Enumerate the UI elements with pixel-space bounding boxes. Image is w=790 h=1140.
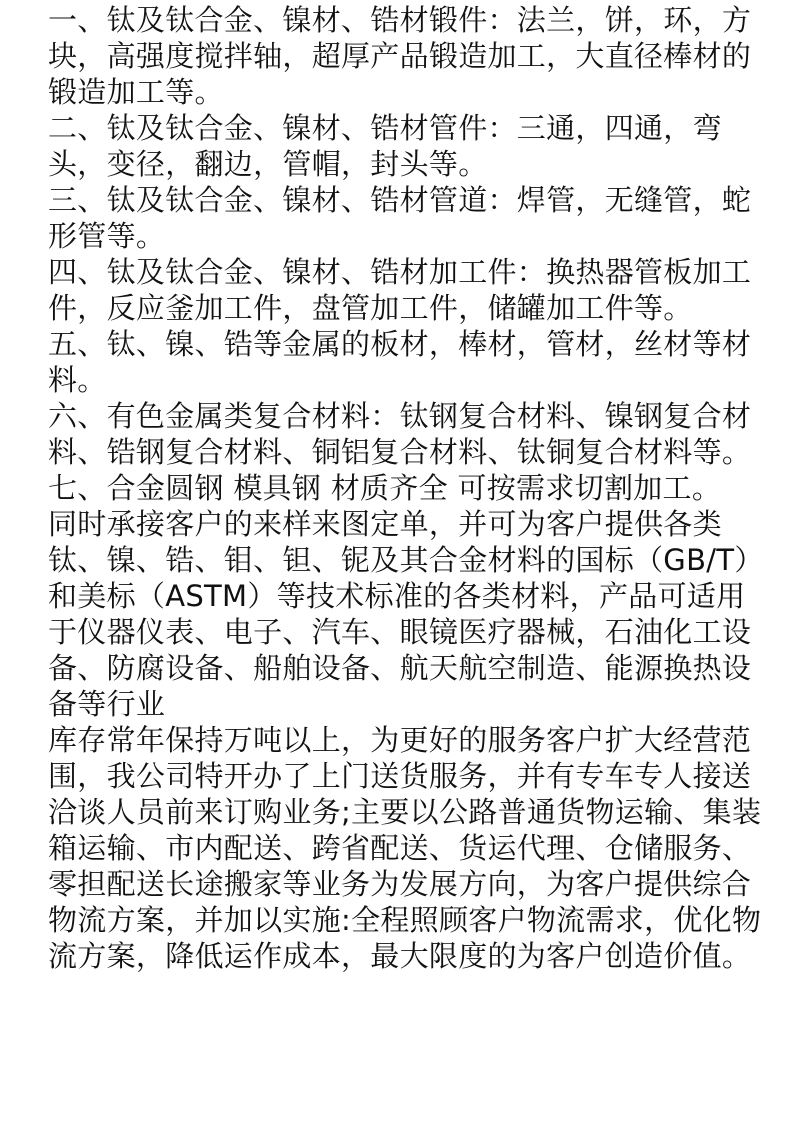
paragraph-machined-parts: 四、钛及钛合金、镍材、锆材加工件：换热器管板加工件，反应釜加工件，盘管加工件，储罐加工件等。 (48, 255, 752, 325)
paragraph-metal-materials: 五、钛、镍、锆等金属的板材，棒材，管材，丝材等材料。 (48, 327, 752, 397)
paragraph-composite-materials: 六、有色金属类复合材料：钛钢复合材料、镍钢复合材料、锆钢复合材料、铜铝复合材料、钛铜复合材料等。 (48, 399, 752, 469)
paragraph-alloy-steel: 七、合金圆钢 模具钢 材质齐全 可按需求切割加工。 (48, 471, 722, 505)
paragraph-pipe-fittings: 二、钛及钛合金、镍材、锆材管件：三通，四通，弯头，变径，翻边，管帽，封头等。 (48, 111, 722, 181)
document-body (48, 2, 764, 974)
paragraph-forgings: 一、钛及钛合金、镍材、锆材锻件：法兰，饼，环，方块，高强度搅拌轴，超厚产品锻造加工，大直径棒材的锻造加工等。 (48, 3, 752, 109)
paragraph-custom-orders: 同时承接客户的来样来图定单，并可为客户提供各类钛、镍、锆、钼、钽、铌及其合金材料的国标（GB/T）和美标（ASTM）等技术标准的各类材料，产品可适用于仪器仪表、电子、汽车、眼镜医疗器械，石油化工设备、防腐设备、船舶设备、航天航空制造、能源换热设备等行业 (48, 507, 764, 721)
paragraph-logistics-services: 库存常年保持万吨以上，为更好的服务客户扩大经营范围，我公司特开办了上门送货服务，并有专车专人接送洽谈人员前来订购业务;主要以公路普通货物运输、集装箱运输、市内配送、跨省配送、货运代理、仓储服务、零担配送长途搬家等业务为发展方向，为客户提供综合物流方案，并加以实施:全程照顾客户物流需求，优化物流方案，降低运作成本，最大限度的为客户创造价值。 (48, 723, 762, 973)
paragraph-pipes: 三、钛及钛合金、镍材、锆材管道：焊管，无缝管，蛇形管等。 (48, 183, 752, 253)
